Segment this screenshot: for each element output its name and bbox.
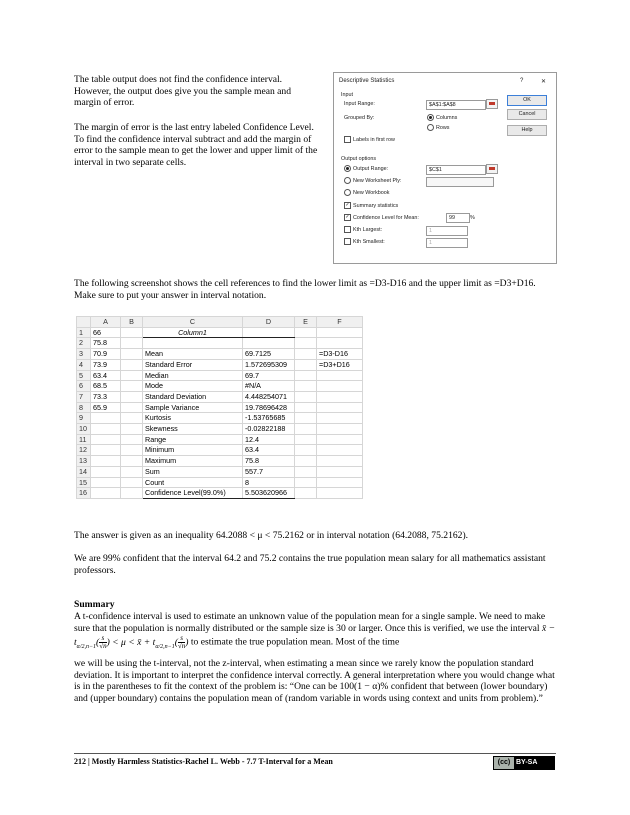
table-row	[77, 359, 363, 370]
row-number[interactable]: 15	[77, 477, 91, 488]
sheet-cell[interactable]	[91, 445, 121, 456]
sheet-cell[interactable]: 19.78696428	[243, 402, 295, 413]
labels-first-row-label: Labels in first row	[353, 137, 395, 143]
sheet-cell[interactable]	[121, 359, 143, 370]
column-header[interactable]: A	[91, 317, 121, 328]
sheet-cell[interactable]	[91, 488, 121, 499]
footer-text: 212 | Mostly Harmless Statistics-Rachel L. Webb - 7.7 T-Interval for a Mean	[74, 757, 333, 766]
sheet-cell[interactable]	[121, 445, 143, 456]
new-worksheet-field[interactable]	[426, 177, 494, 187]
sheet-cell[interactable]	[295, 327, 317, 338]
sheet-cell[interactable]: -0.02822188	[243, 424, 295, 435]
sheet-cell[interactable]	[317, 466, 363, 477]
cc-by-sa-badge	[493, 756, 555, 770]
sheet-cell[interactable]: 75.8	[243, 456, 295, 467]
row-number[interactable]: 6	[77, 381, 91, 392]
column-header[interactable]: E	[295, 317, 317, 328]
output-range-field[interactable]: $C$1	[426, 165, 486, 175]
sheet-cell[interactable]: Kurtosis	[143, 413, 243, 424]
summary-sentence-1-end: to estimate the true population mean. Most of the time	[190, 636, 400, 648]
sheet-cell[interactable]	[91, 477, 121, 488]
conclusion-paragraph: We are 99% confident that the interval 64.2 and 75.2 contains the true population mean salary for all mathematics assistant professors.	[74, 553, 546, 576]
sheet-cell[interactable]	[295, 477, 317, 488]
input-range-field[interactable]: $A$1:$A$8	[426, 100, 486, 110]
cell-reference-paragraph: The following screenshot shows the cell references to find the lower limit as =D3-D16 and the upper limit as =D3+D16. Make sure to put your answer in interval notation.	[74, 278, 536, 301]
grouped-by-label: Grouped By:	[344, 115, 375, 121]
sheet-cell[interactable]: 557.7	[243, 466, 295, 477]
table-row	[77, 413, 363, 424]
by-sa-label: BY-SA	[516, 759, 538, 766]
sheet-cell[interactable]	[317, 434, 363, 445]
sheet-cell[interactable]: #N/A	[243, 381, 295, 392]
sheet-cell[interactable]	[91, 434, 121, 445]
sheet-cell[interactable]: 75.8	[91, 338, 121, 349]
sheet-cell[interactable]	[317, 391, 363, 402]
table-row	[77, 456, 363, 467]
sheet-cell[interactable]	[91, 466, 121, 477]
rows-label: Rows	[436, 125, 450, 131]
sheet-cell[interactable]: Range	[143, 434, 243, 445]
sheet-cell[interactable]	[243, 338, 295, 349]
table-row	[77, 477, 363, 488]
sheet-cell[interactable]: =D3-D16	[317, 349, 363, 360]
sheet-cell[interactable]: -1.53765685	[243, 413, 295, 424]
new-workbook-label: New Workbook	[353, 190, 390, 196]
sheet-cell[interactable]	[317, 424, 363, 435]
sheet-cell[interactable]	[121, 327, 143, 338]
output-range-radio[interactable]	[344, 165, 351, 172]
columns-label: Columns	[436, 115, 458, 121]
sheet-cell[interactable]: Mean	[143, 349, 243, 360]
summary-statistics-checkbox[interactable]: ✓	[345, 202, 350, 208]
sheet-cell[interactable]	[295, 402, 317, 413]
row-number[interactable]: 13	[77, 456, 91, 467]
dialog-title: Descriptive Statistics	[339, 78, 395, 84]
sheet-cell[interactable]	[121, 466, 143, 477]
input-group-label: Input	[341, 92, 353, 98]
row-number[interactable]: 14	[77, 466, 91, 477]
sheet-cell[interactable]	[91, 456, 121, 467]
sheet-cell[interactable]: 5.503620966	[243, 488, 295, 499]
sheet-cell[interactable]	[295, 359, 317, 370]
confidence-interval-formula: x̄ − $t_{\alpha/2,n-1}$( $\frac{s}{√n}) < \mu$ < x̄ + $t_{\alpha/2,n-1}$( $\frac{s}{√n}$)	[74, 623, 556, 650]
confidence-level-label: Confidence Level for Mean:	[353, 215, 419, 221]
sheet-cell[interactable]	[295, 370, 317, 381]
sheet-cell[interactable]: Sum	[143, 466, 243, 477]
confidence-level-checkbox[interactable]: ✓	[345, 214, 350, 220]
sheet-cell[interactable]	[317, 445, 363, 456]
sheet-cell[interactable]: 73.9	[91, 359, 121, 370]
sheet-cell[interactable]	[121, 402, 143, 413]
percent-sign: %	[470, 215, 475, 221]
kth-smallest-label: Kth Smallest:	[353, 239, 385, 245]
row-number[interactable]: 12	[77, 445, 91, 456]
sheet-cell[interactable]	[91, 413, 121, 424]
sheet-cell[interactable]	[121, 349, 143, 360]
sheet-cell[interactable]: 73.3	[91, 391, 121, 402]
cancel-button[interactable]: Cancel	[507, 109, 547, 120]
new-worksheet-label: New Worksheet Ply:	[353, 178, 402, 184]
table-row	[77, 488, 363, 499]
kth-largest-field[interactable]: 1	[426, 226, 468, 236]
sheet-cell[interactable]	[121, 424, 143, 435]
input-range-label: Input Range:	[344, 101, 375, 107]
sheet-cell[interactable]	[295, 456, 317, 467]
sheet-cell[interactable]	[295, 381, 317, 392]
sheet-cell[interactable]	[121, 381, 143, 392]
kth-largest-checkbox[interactable]	[344, 226, 351, 233]
sheet-cell[interactable]: Minimum	[143, 445, 243, 456]
sheet-cell[interactable]: 66	[91, 327, 121, 338]
sheet-cell[interactable]	[121, 434, 143, 445]
sheet-cell[interactable]: 12.4	[243, 434, 295, 445]
column-header[interactable]: D	[243, 317, 295, 328]
sheet-cell[interactable]: 63.4	[91, 370, 121, 381]
sheet-cell[interactable]	[295, 424, 317, 435]
table-row	[77, 391, 363, 402]
cc-logo-icon: (cc)	[494, 757, 514, 769]
ok-button[interactable]: OK	[507, 95, 547, 106]
sheet-cell[interactable]	[295, 488, 317, 499]
table-row	[77, 370, 363, 381]
sheet-cell[interactable]: 69.7	[243, 370, 295, 381]
sheet-cell[interactable]: Standard Deviation	[143, 391, 243, 402]
sheet-cell[interactable]: 8	[243, 477, 295, 488]
sheet-cell[interactable]	[121, 488, 143, 499]
answer-paragraph: The answer is given as an inequality 64.2088 < μ < 75.2162 or in interval notation (64.2088, 75.2162).	[74, 530, 469, 541]
new-worksheet-radio[interactable]	[344, 177, 351, 184]
sheet-cell[interactable]	[295, 434, 317, 445]
sheet-cell[interactable]: Confidence Level(99.0%)	[143, 488, 243, 499]
spreadsheet	[76, 316, 363, 499]
intro-paragraph-2: The margin of error is the last entry labeled Confidence Level. To find the confidence interval subtract and add the margin of error to the sample mean to get the lower and upper limit of the interval in two separate cells.	[74, 122, 318, 168]
output-range-label: Output Range:	[353, 166, 389, 172]
range-selector-icon[interactable]	[486, 164, 498, 174]
sheet-cell[interactable]: Sample Variance	[143, 402, 243, 413]
sheet-cell[interactable]: Skewness	[143, 424, 243, 435]
sheet-cell[interactable]	[295, 466, 317, 477]
column-header[interactable]: B	[121, 317, 143, 328]
row-number[interactable]: 16	[77, 488, 91, 499]
sheet-cell[interactable]: 70.9	[91, 349, 121, 360]
close-icon[interactable]: ✕	[541, 79, 547, 85]
summary-heading: Summary	[74, 599, 115, 610]
new-workbook-radio[interactable]	[344, 189, 351, 196]
table-row	[77, 349, 363, 360]
row-number[interactable]: 2	[77, 338, 91, 349]
row-number[interactable]: 5	[77, 370, 91, 381]
sheet-cell[interactable]	[317, 488, 363, 499]
sheet-cell[interactable]	[121, 413, 143, 424]
row-number[interactable]: 3	[77, 349, 91, 360]
row-number[interactable]: 10	[77, 424, 91, 435]
row-number[interactable]: 1	[77, 327, 91, 338]
sheet-cell[interactable]	[121, 338, 143, 349]
sheet-cell[interactable]: 69.7125	[243, 349, 295, 360]
column-header[interactable]: C	[143, 317, 243, 328]
labels-first-row-checkbox[interactable]	[344, 136, 351, 143]
summary-statistics-label: Summary statistics	[353, 203, 399, 209]
sheet-cell[interactable]	[317, 338, 363, 349]
sheet-cell[interactable]	[295, 391, 317, 402]
sheet-column-headers	[77, 317, 363, 328]
sheet-cell[interactable]: 4.448254071	[243, 391, 295, 402]
sheet-cell[interactable]	[143, 338, 243, 349]
table-row	[77, 466, 363, 477]
row-number[interactable]: 8	[77, 402, 91, 413]
intro-paragraph-1: The table output does not find the confidence interval. However, the output does give you the sample mean and margin of error.	[74, 74, 292, 109]
sheet-cell[interactable]	[295, 338, 317, 349]
sheet-cell[interactable]	[317, 477, 363, 488]
sheet-cell[interactable]	[317, 381, 363, 392]
sheet-cell[interactable]: Count	[143, 477, 243, 488]
sheet-cell[interactable]	[121, 391, 143, 402]
sheet-cell[interactable]	[295, 413, 317, 424]
sheet-cell[interactable]	[295, 445, 317, 456]
help-button[interactable]: Help	[507, 125, 547, 136]
row-number[interactable]: 9	[77, 413, 91, 424]
sheet-cell[interactable]: 68.5	[91, 381, 121, 392]
confidence-level-field[interactable]: 99	[446, 213, 470, 223]
range-selector-icon[interactable]	[486, 99, 498, 109]
sheet-cell[interactable]	[295, 349, 317, 360]
sheet-cell[interactable]	[317, 327, 363, 338]
sheet-cell[interactable]	[317, 456, 363, 467]
sheet-cell[interactable]	[317, 370, 363, 381]
output-group-label: Output options	[341, 156, 377, 162]
table-row	[77, 327, 363, 338]
column-header[interactable]	[77, 317, 91, 328]
sheet-cell[interactable]: 63.4	[243, 445, 295, 456]
descriptive-statistics-dialog	[333, 72, 557, 264]
sheet-cell[interactable]: Standard Error	[143, 359, 243, 370]
table-row	[77, 434, 363, 445]
table-row	[77, 381, 363, 392]
row-number[interactable]: 7	[77, 391, 91, 402]
table-row	[77, 402, 363, 413]
table-row	[77, 338, 363, 349]
sheet-cell[interactable]: Maximum	[143, 456, 243, 467]
kth-smallest-checkbox[interactable]	[344, 238, 351, 245]
sheet-cell[interactable]	[121, 370, 143, 381]
row-number[interactable]: 11	[77, 434, 91, 445]
columns-radio[interactable]	[427, 114, 434, 121]
sheet-cell[interactable]: Median	[143, 370, 243, 381]
table-row	[77, 424, 363, 435]
sheet-cell[interactable]	[121, 456, 143, 467]
summary-paragraph-1	[74, 611, 556, 653]
summary-paragraph-2: we will be using the t-interval, not the z-interval, when estimating a mean since we rarely know the population standard deviation. It is important to interpret the confidence interval correctly. A general interpretation where you would change what is in the parentheses to fit the context of the problem is: “One can be 100(1 − α)% confident that between (lower boundary) and (upper boundary) contains the population mean of (random variable in words using context and units from problem).”	[74, 658, 555, 704]
sheet-cell[interactable]	[317, 402, 363, 413]
help-icon[interactable]: ?	[520, 78, 524, 84]
sheet-cell[interactable]	[91, 424, 121, 435]
sheet-cell[interactable]: 65.9	[91, 402, 121, 413]
sheet-cell[interactable]	[121, 477, 143, 488]
sheet-cell[interactable]: Column1	[143, 327, 243, 338]
kth-smallest-field[interactable]: 1	[426, 238, 468, 248]
summary-sentence-1: A t-confidence interval is used to estimate an unknown value of the population mean for a single sample. We need to make sure that the population is normally distributed or the sample size is 30 or larger. Once this is verified, we use the interval	[74, 611, 546, 634]
sheet-cell[interactable]: Mode	[143, 381, 243, 392]
sheet-cell[interactable]	[243, 327, 295, 338]
sheet-cell[interactable]	[317, 413, 363, 424]
column-header[interactable]: F	[317, 317, 363, 328]
table-row	[77, 445, 363, 456]
sheet-cell[interactable]: 1.572695309	[243, 359, 295, 370]
kth-largest-label: Kth Largest:	[353, 227, 383, 233]
rows-radio[interactable]	[427, 124, 434, 131]
sheet-cell[interactable]: =D3+D16	[317, 359, 363, 370]
row-number[interactable]: 4	[77, 359, 91, 370]
